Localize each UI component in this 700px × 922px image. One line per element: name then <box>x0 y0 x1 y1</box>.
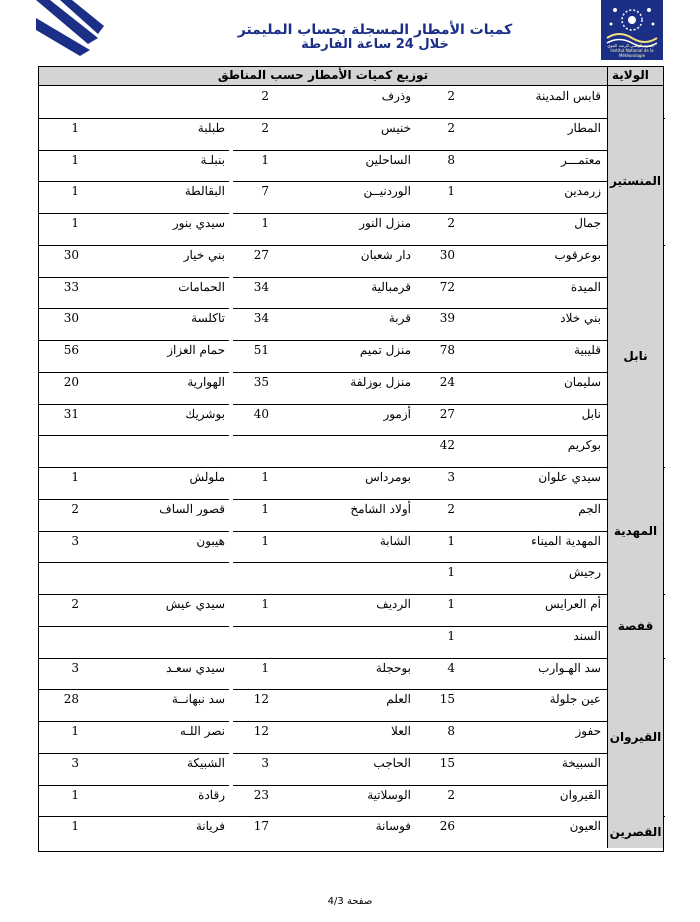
rainfall-value: 2 <box>261 120 269 135</box>
rainfall-value: 28 <box>63 692 79 707</box>
rainfall-value: 27 <box>253 247 269 262</box>
rainfall-value: 1 <box>71 787 79 802</box>
station-name: البقالطة <box>184 184 225 199</box>
station-name: قليبية <box>573 343 601 357</box>
row-divider <box>39 340 229 341</box>
row-divider <box>39 531 229 532</box>
row-divider <box>39 150 229 151</box>
station-name: بوعرقوب <box>554 247 601 262</box>
rainfall-value: 51 <box>253 343 269 357</box>
row-divider <box>417 277 607 278</box>
rainfall-value: 17 <box>253 819 269 834</box>
rainfall-value: 78 <box>439 343 455 357</box>
rainfall-value: 39 <box>439 311 455 326</box>
station-name: الوسلاتية <box>367 787 411 802</box>
regions-header <box>39 67 607 86</box>
group-divider <box>39 816 665 817</box>
station-name: سد الهـوارب <box>538 660 601 675</box>
rainfall-value: 30 <box>63 247 79 262</box>
row-divider <box>39 213 229 214</box>
rainfall-value: 2 <box>71 597 79 611</box>
rainfall-value: 26 <box>439 819 455 834</box>
rainfall-value: 4 <box>447 660 455 675</box>
row-divider <box>233 372 417 373</box>
station-name: الساحلين <box>365 152 411 167</box>
rainfall-value: 56 <box>63 343 79 357</box>
rainfall-value: 1 <box>261 660 269 675</box>
row-divider <box>417 721 607 722</box>
rainfall-value: 8 <box>447 152 455 167</box>
row-divider <box>417 404 607 405</box>
station-name: السند <box>573 628 601 643</box>
rainfall-value: 1 <box>261 501 269 516</box>
station-name: قصور الساف <box>159 501 225 516</box>
station-name: سد نبهانــة <box>171 692 225 707</box>
row-divider <box>39 626 229 627</box>
row-divider <box>39 181 229 182</box>
station-name: بوكريم <box>567 438 601 453</box>
station-name: سيدي علوان <box>538 470 601 484</box>
rainfall-value: 1 <box>261 533 269 548</box>
row-divider <box>39 372 229 373</box>
institute-logo <box>601 0 663 60</box>
row-divider <box>417 372 607 373</box>
regions-header-label: توزيع كميات الأمطار حسب المناطق <box>217 68 429 82</box>
station-name: خنيس <box>381 120 411 135</box>
rainfall-value: 24 <box>439 374 455 389</box>
station-name: عين جلولة <box>549 692 601 707</box>
rainfall-value: 1 <box>71 184 79 199</box>
station-name: طبلبة <box>197 120 225 135</box>
rainfall-value: 1 <box>447 533 455 548</box>
rainfall-value: 1 <box>71 152 79 167</box>
row-divider <box>417 785 607 786</box>
rainfall-value: 2 <box>447 501 455 516</box>
row-divider <box>233 626 417 627</box>
rainfall-value: 1 <box>447 565 455 580</box>
row-divider <box>233 308 417 309</box>
row-divider <box>39 689 229 690</box>
rainfall-value: 3 <box>261 755 269 770</box>
row-divider <box>39 435 229 436</box>
rainfall-value: 1 <box>447 184 455 199</box>
row-divider <box>233 150 417 151</box>
row-divider <box>39 721 229 722</box>
station-name: بومرداس <box>365 470 411 484</box>
rainfall-value: 33 <box>63 279 79 294</box>
row-divider <box>233 277 417 278</box>
row-divider <box>233 340 417 341</box>
rainfall-table <box>38 66 664 852</box>
station-name: ملولش <box>189 470 225 484</box>
station-name: القيروان <box>559 787 601 802</box>
station-name: بني خلاد <box>560 311 601 326</box>
governorate-header-label: الولاية <box>612 68 649 82</box>
station-name: بني خيار <box>183 247 225 262</box>
rainfall-value: 1 <box>261 597 269 611</box>
rainfall-value: 30 <box>439 247 455 262</box>
row-divider <box>39 308 229 309</box>
station-name: المهدية الميناء <box>531 533 601 548</box>
rainfall-value: 27 <box>439 406 455 421</box>
station-name: فوسانة <box>375 819 411 834</box>
station-name: معتمـــر <box>561 152 601 167</box>
row-divider <box>417 435 607 436</box>
row-divider <box>233 531 417 532</box>
station-name: جمال <box>574 216 601 230</box>
station-name: المطار <box>567 120 601 135</box>
rainfall-value: 12 <box>253 724 269 738</box>
rainfall-value: 20 <box>63 374 79 389</box>
page-number: صفحة 4/3 <box>327 896 373 907</box>
governorate-cell: القيروان <box>607 658 663 817</box>
rainfall-value: 1 <box>261 470 269 484</box>
governorate-cell <box>607 86 663 118</box>
row-divider <box>417 753 607 754</box>
row-divider <box>417 308 607 309</box>
rainfall-value: 15 <box>439 755 455 770</box>
decorative-stripes <box>36 0 106 56</box>
station-name: منزل النور <box>359 216 411 230</box>
row-divider <box>233 181 417 182</box>
station-name: العلم <box>386 692 411 707</box>
group-divider <box>39 658 665 659</box>
rainfall-value: 2 <box>447 89 455 103</box>
station-name: الشابة <box>379 533 411 548</box>
rainfall-value: 30 <box>63 311 79 326</box>
rainfall-value: 3 <box>447 470 455 484</box>
page-subtitle: خلال 24 ساعة الفارطة <box>301 37 449 52</box>
rainfall-value: 2 <box>447 216 455 230</box>
station-name: نابل <box>581 406 601 421</box>
rainfall-value: 1 <box>261 216 269 230</box>
station-name: أم العرايس <box>545 597 601 611</box>
row-divider <box>417 626 607 627</box>
rainfall-value: 2 <box>261 89 269 103</box>
governorate-cell: المهدية <box>607 467 663 594</box>
station-name: دار شعبان <box>360 247 411 262</box>
station-name: تاكلسة <box>191 311 225 326</box>
rainfall-value: 3 <box>71 755 79 770</box>
station-name: أولاد الشامخ <box>350 501 411 516</box>
page-title: كميات الأمطار المسجلة بحساب المليمتر <box>237 22 513 38</box>
station-name: العلا <box>391 724 411 738</box>
governorate-cell: نابل <box>607 245 663 467</box>
logo-caption: المعهد الوطني للرصد الجوي · Institut National de la Météorologie <box>607 43 657 58</box>
row-divider <box>233 689 417 690</box>
governorate-cell: القصرين <box>607 816 663 848</box>
group-divider <box>39 245 665 246</box>
rainfall-value: 7 <box>261 184 269 199</box>
station-name: نصر اللـه <box>179 724 225 738</box>
rainfall-value: 1 <box>447 597 455 611</box>
rainfall-value: 40 <box>253 406 269 421</box>
rainfall-value: 3 <box>71 533 79 548</box>
station-name: بنبلـة <box>200 152 225 167</box>
rainfall-value: 72 <box>439 279 455 294</box>
rainfall-value: 1 <box>71 470 79 484</box>
row-divider <box>39 499 229 500</box>
row-divider <box>233 562 417 563</box>
group-divider <box>39 118 665 119</box>
station-name: زرمدين <box>564 184 601 199</box>
row-divider <box>233 785 417 786</box>
row-divider <box>417 150 607 151</box>
rainfall-value: 34 <box>253 279 269 294</box>
station-name: الوردنيــن <box>363 184 411 199</box>
station-name: فريانة <box>195 819 225 834</box>
governorate-header <box>607 67 663 86</box>
station-name: سليمان <box>563 374 601 389</box>
station-name: قربة <box>388 311 411 326</box>
station-name: السبيخة <box>561 755 601 770</box>
rainfall-value: 1 <box>447 628 455 643</box>
station-name: قرمبالية <box>371 279 411 294</box>
rainfall-value: 15 <box>439 692 455 707</box>
row-divider <box>417 213 607 214</box>
station-name: منزل تميم <box>359 343 411 357</box>
row-divider <box>39 785 229 786</box>
station-name: حمام الغزاز <box>167 343 225 357</box>
rainfall-value: 3 <box>71 660 79 675</box>
station-name: الجم <box>578 501 601 516</box>
row-divider <box>417 562 607 563</box>
row-divider <box>39 562 229 563</box>
rainfall-value: 23 <box>253 787 269 802</box>
station-name: سيدي بنور <box>172 216 225 230</box>
governorate-cell: قفصة <box>607 594 663 658</box>
rainfall-value: 12 <box>253 692 269 707</box>
station-name: قابس المدينة <box>535 89 601 103</box>
rainfall-value: 1 <box>71 216 79 230</box>
station-name: رقادة <box>198 787 225 802</box>
station-name: وذرف <box>381 89 411 103</box>
station-name: الحاجب <box>373 755 411 770</box>
rainfall-value: 1 <box>71 819 79 834</box>
row-divider <box>417 181 607 182</box>
governorate-cell: المنستير <box>607 118 663 245</box>
row-divider <box>233 721 417 722</box>
row-divider <box>417 499 607 500</box>
row-divider <box>39 277 229 278</box>
row-divider <box>233 753 417 754</box>
rainfall-value: 34 <box>253 311 269 326</box>
station-name: سيدي عيش <box>165 597 225 611</box>
rainfall-value: 42 <box>439 438 455 453</box>
row-divider <box>233 404 417 405</box>
station-name: رجيش <box>568 565 601 580</box>
station-name: بوحجلة <box>375 660 411 675</box>
station-name: العيون <box>569 819 601 834</box>
station-name: الرديف <box>376 597 411 611</box>
rainfall-value: 2 <box>447 120 455 135</box>
rainfall-value: 31 <box>63 406 79 421</box>
rainfall-value: 35 <box>253 374 269 389</box>
station-name: هيبون <box>196 533 225 548</box>
row-divider <box>39 753 229 754</box>
station-name: الهوارية <box>187 374 225 389</box>
station-name: أزمور <box>383 406 411 421</box>
rainfall-value: 2 <box>447 787 455 802</box>
rainfall-value: 1 <box>71 724 79 738</box>
rainfall-value: 1 <box>71 120 79 135</box>
group-divider <box>39 467 665 468</box>
station-name: بوشريك <box>185 406 225 421</box>
rainfall-value: 1 <box>261 152 269 167</box>
group-divider <box>39 594 665 595</box>
rainfall-value: 8 <box>447 724 455 738</box>
station-name: سيدي سعـد <box>166 660 225 675</box>
station-name: حفوز <box>575 724 601 738</box>
station-name: الحمامات <box>178 279 225 294</box>
rainfall-value: 2 <box>71 501 79 516</box>
station-name: الشبيكة <box>187 755 225 770</box>
row-divider <box>39 404 229 405</box>
row-divider <box>417 689 607 690</box>
row-divider <box>233 435 417 436</box>
row-divider <box>233 499 417 500</box>
station-name: منزل بوزلفة <box>350 374 411 389</box>
station-name: الميدة <box>570 279 601 294</box>
row-divider <box>417 531 607 532</box>
row-divider <box>417 340 607 341</box>
row-divider <box>233 213 417 214</box>
